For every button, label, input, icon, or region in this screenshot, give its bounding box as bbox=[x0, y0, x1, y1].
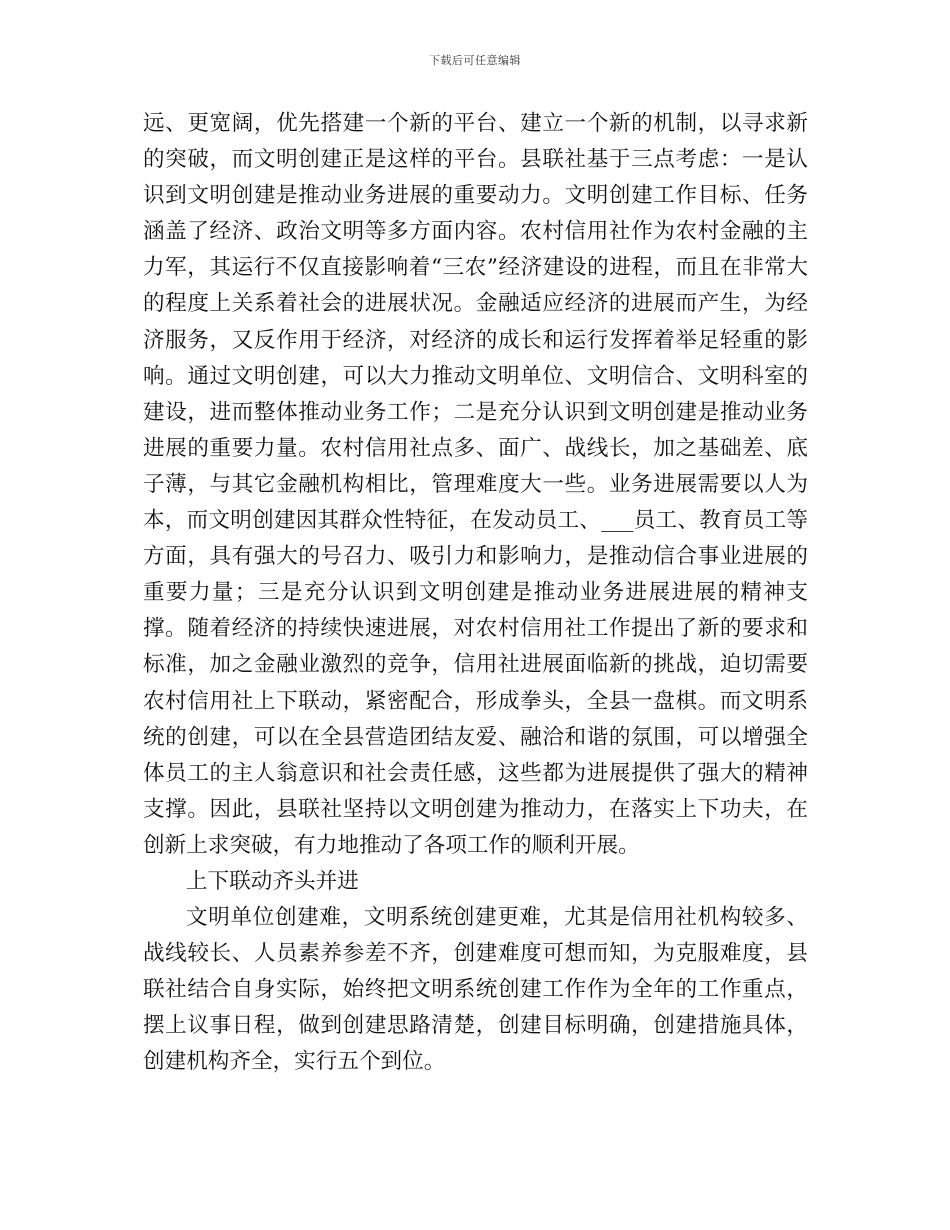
section-subheading: 上下联动齐头并进 bbox=[186, 868, 359, 894]
document-body bbox=[143, 106, 808, 1081]
paragraph-1: 远、更宽阔，优先搭建一个新的平台、建立一个新的机制，以寻求新的突破，而文明创建正是这样的平台。县联社基于三点考虑：一是认识到文明创建是推动业务进展的重要动力。文明创建工作目标、任务涵盖了经济、政治文明等多方面内容。农村信用社作为农村金融的主力军，其运行不仅直接影响着“三农”经济建设的进程，而且在非常大的程度上关系着社会的进展状况。金融适应经济的进展而产生，为经济服务，又反作用于经济，对经济的成长和运行发挥着举足轻重的影响。通过文明创建，可以大力推动文明单位、文明信合、文明科室的建设，进而整体推动业务工作；二是充分认识到文明创建是推动业务进展的重要力量。农村信用社点多、面广、战线长，加之基础差、底子薄，与其它金融机构相比，管理难度大一些。业务进展需要以人为本，而文明创建因其群众性特征，在发动员工、___员工、教育员工等方面，具有强大的号召力、吸引力和影响力，是推动信合事业进展的重要力量；三是充分认识到文明创建是推动业务进展进展的精神支撑。随着经济的持续快速进展，对农村信用社工作提出了新的要求和标准，加之金融业激烈的竞争，信用社进展面临新的挑战，迫切需要农村信用社上下联动，紧密配合，形成拳头，全县一盘棋。而文明系统的创建，可以在全县营造团结友爱、融洽和谐的氛围，可以增强全体员工的主人翁意识和社会责任感，这些都为进展提供了强大的精神支撑。因此，县联社坚持以文明创建为推动力，在落实上下功夫，在创新上求突破，有力地推动了各项工作的顺利开展。 bbox=[143, 111, 808, 858]
paragraph-2: 文明单位创建难，文明系统创建更难，尤其是信用社机构较多、战线较长、人员素养参差不齐，创建难度可想而知，为克服难度，县联社结合自身实际，始终把文明系统创建工作作为全年的工作重点，摆上议事日程，做到创建思路清楚，创建目标明确，创建措施具体，创建机构齐全，实行五个到位。 bbox=[143, 905, 808, 1075]
page-header-note: 下载后可任意编辑 bbox=[429, 54, 521, 67]
